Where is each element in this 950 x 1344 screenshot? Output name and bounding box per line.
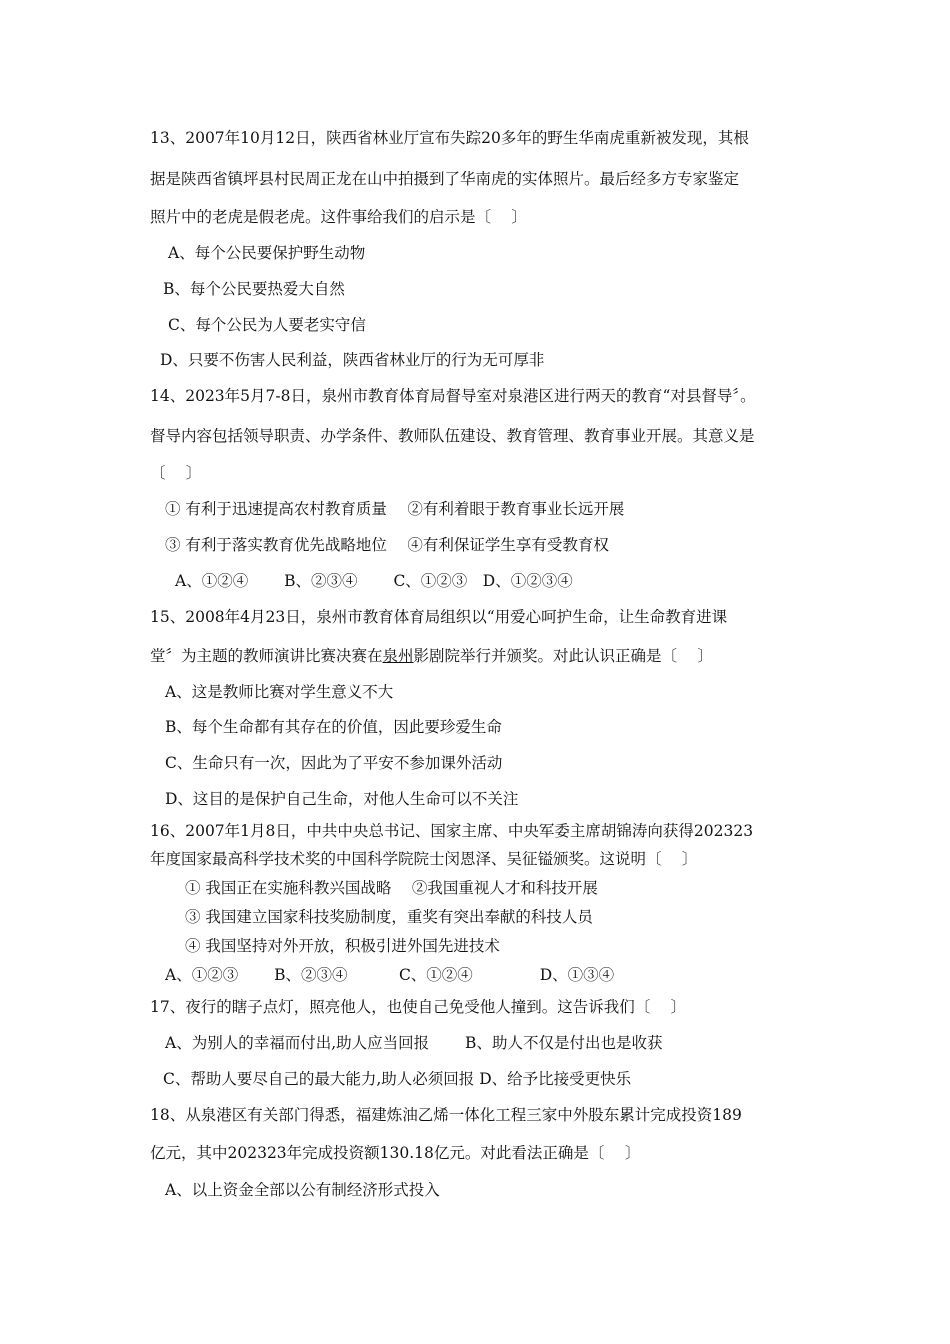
q17-options-cd: C、帮助人要尽自己的最大能力,助人必须回报 D、给予比接受更快乐	[163, 1070, 632, 1088]
quanzhou-link: 泉州	[382, 647, 414, 665]
q13-option-a: A、每个公民要保护野生动物	[168, 244, 366, 262]
q14-line-2: 督导内容包括领导职责、办学条件、教师队伍建设、教育管理、教育事业开展。其意义是	[150, 427, 755, 445]
q15-line-1: 15、2008年4月23日，泉州市教育体育局组织以“用爱心呵护生命，让生命教育进课	[150, 608, 728, 626]
q15-line-2-start: 堂〞为主题的教师演讲比赛决赛在	[150, 647, 383, 665]
q17-options-ab: A、为别人的幸福而付出,助人应当回报 B、助人不仅是付出也是收获	[165, 1034, 663, 1052]
q16-options: A、①②③ B、②③④ C、①②④ D、①③④	[165, 966, 615, 984]
q14-statements-1: ① 有利于迅速提高农村教育质量 ②有利着眼于教育事业长远开展	[165, 500, 625, 518]
q18-line-2: 亿元，其中202323年完成投资额130.18亿元。对此看法正确是〔 〕	[150, 1144, 641, 1162]
q15-line-2	[150, 646, 713, 666]
q15-option-a: A、这是教师比赛对学生意义不大	[165, 683, 394, 701]
q16-statements-1: ① 我国正在实施科教兴国战略 ②我国重视人才和科技开展	[185, 879, 598, 897]
q13-option-b: B、每个公民要热爱大自然	[163, 280, 345, 298]
q14-options: A、①②④ B、②③④ C、①②③ D、①②③④	[175, 572, 573, 590]
q15-option-c: C、生命只有一次，因此为了平安不参加课外活动	[165, 754, 503, 772]
q13-option-c: C、每个公民为人要老实守信	[168, 316, 366, 334]
q18-option-a: A、以上资金全部以公有制经济形式投入	[165, 1181, 440, 1199]
q15-option-b: B、每个生命都有其存在的价值，因此要珍爱生命	[165, 718, 502, 736]
q14-line-1: 14、2023年5月7-8日，泉州市教育体育局督导室对泉港区进行两天的教育“对县督导〞。	[150, 387, 756, 405]
q13-line-1: 13、2007年10月12日，陕西省林业厅宣布失踪20多年的野生华南虎重新被发现，其根	[150, 129, 749, 147]
q16-line-2: 年度国家最高科学技术奖的中国科学院院士闵恩泽、吴征镒颁奖。这说明〔 〕	[150, 850, 698, 868]
q13-line-3: 照片中的老虎是假老虎。这件事给我们的启示是〔 〕	[150, 208, 527, 226]
q16-line-1: 16、2007年1月8日，中共中央总书记、国家主席、中央军委主席胡锦涛向获得202323	[150, 822, 754, 840]
q15-option-d: D、这目的是保护自己生命，对他人生命可以不关注	[165, 790, 519, 808]
q13-option-d: D、只要不伤害人民利益，陕西省林业厅的行为无可厚非	[160, 351, 545, 369]
q15-line-2-end: 影剧院举行并颁奖。对此认识正确是〔 〕	[413, 647, 713, 665]
q16-statements-2: ③ 我国建立国家科技奖励制度，重奖有突出奉献的科技人员	[185, 908, 593, 926]
q14-statements-2: ③ 有利于落实教育优先战略地位 ④有利保证学生享有受教育权	[165, 536, 609, 554]
q18-line-1: 18、从泉港区有关部门得悉，福建炼油乙烯一体化工程三家中外股东累计完成投资189	[150, 1106, 742, 1124]
q16-statements-3: ④ 我国坚持对外开放，积极引进外国先进技术	[185, 937, 500, 955]
q13-line-2: 据是陕西省镇坪县村民周正龙在山中拍摄到了华南虎的实体照片。最后经多方专家鉴定	[150, 170, 740, 188]
q17-line-1: 17、夜行的瞎子点灯，照亮他人，也使自己免受他人撞到。这告诉我们〔 〕	[150, 998, 687, 1016]
q14-line-3: 〔 〕	[150, 464, 202, 482]
